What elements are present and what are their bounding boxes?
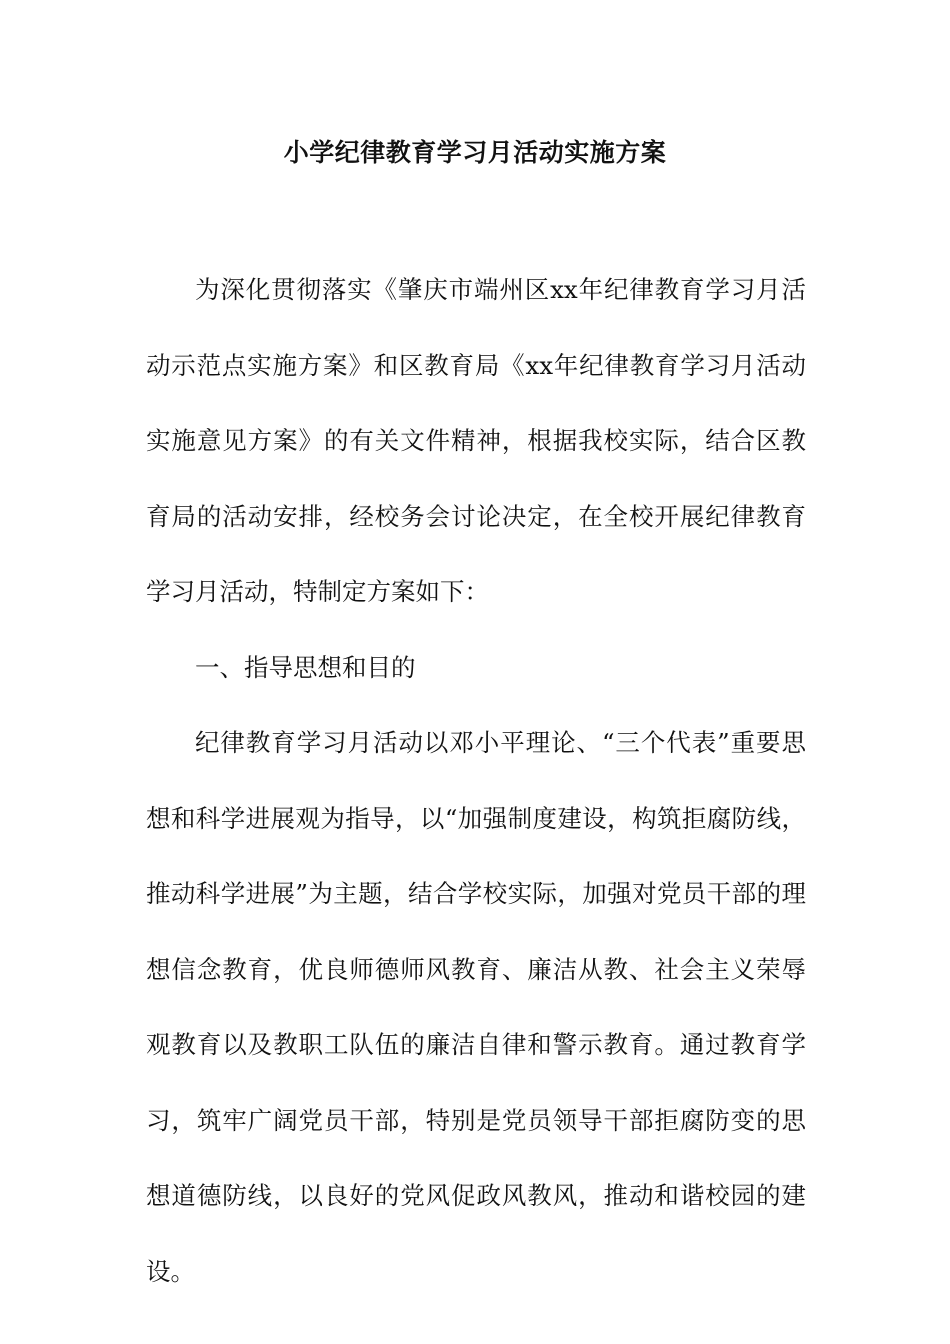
document-body [146, 252, 806, 1309]
section-heading-guiding-thought: 一、指导思想和目的 [195, 652, 416, 682]
intro-paragraph: 为深化贯彻落实《肇庆市端州区xx年纪律教育学习月活动示范点实施方案》和区教育局《xx年纪律教育学习月活动实施意见方案》的有关文件精神，根据我校实际，结合区教育局的活动安排，经校务会讨论决定，在全校开展纪律教育学习月活动，特制定方案如下： [146, 275, 806, 606]
document-title: 小学纪律教育学习月活动实施方案 [283, 138, 667, 167]
guiding-thought-paragraph: 纪律教育学习月活动以邓小平理论、“三个代表”重要思想和科学进展观为指导，以“加强制度建设，构筑拒腐防线，推动科学进展”为主题，结合学校实际，加强对党员干部的理想信念教育，优良师德师风教育、廉洁从教、社会主义荣辱观教育以及教职工队伍的廉洁自律和警示教育。通过教育学习，筑牢广阔党员干部，特别是党员领导干部拒腐防变的思想道德防线，以良好的党风促政风教风，推动和谐校园的建设。 [146, 728, 806, 1286]
